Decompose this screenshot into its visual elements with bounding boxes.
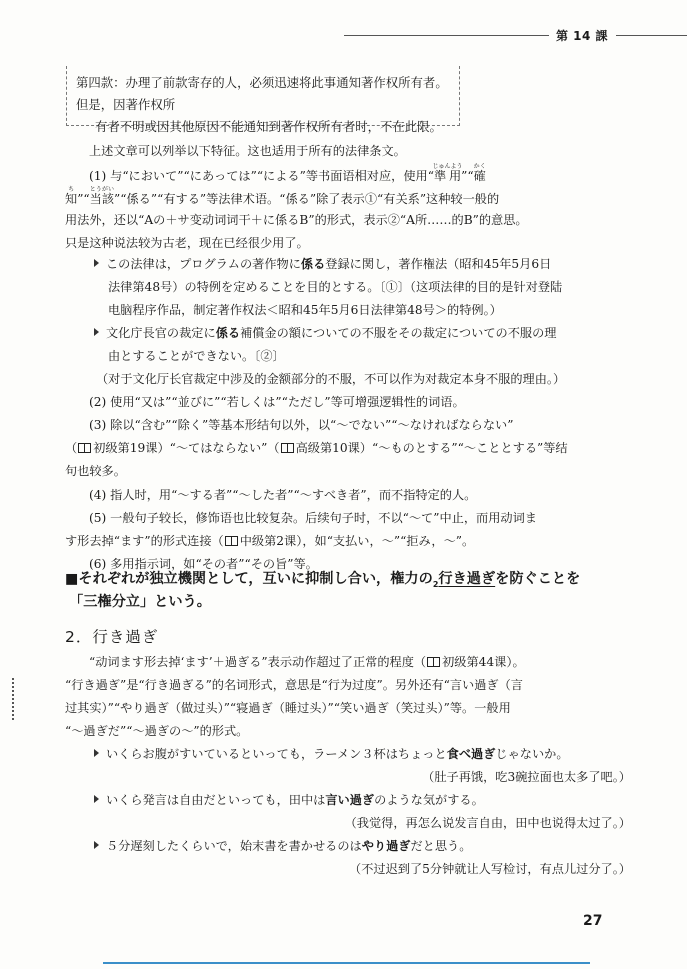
example-2-line-2: 由とすることができない。〔②〕 [108,349,285,363]
section-2-para-line-3: 过其实）”“やり過ぎ（做过头）”“寝過ぎ（睡过头）”“笑い過ぎ（笑过头）”等。一般用 [65,701,511,715]
text-run: ■それぞれが独立機関として，互いに抑制し合い，権力の [65,571,433,587]
item-4: (4) 指人时，用“～する者”“～した者”“～すべき者”，而不指特定的人。 [89,488,477,502]
text-run: ５分遅刻したくらいで，始末書を書かせるのは [106,839,362,853]
text-run: ）“～てはならない”（ [157,441,280,455]
book-reference-icon [225,536,238,546]
bullet-triangle-icon [94,328,99,336]
text-run: （ [65,441,78,455]
intro-paragraph: 上述文章可以列举以下特征。这也适用于所有的法律条文。 [89,144,406,158]
example-iisugi-translation: （我觉得，再怎么说发言自由，田中也说得太过了。） [344,816,631,830]
bullet-triangle-icon [94,749,99,757]
section-2-title: 2．行き過ぎ [65,628,159,646]
text-run: じゃないか。 [495,747,569,761]
example-iisugi [94,789,484,812]
ruby-base: 知 [65,192,78,206]
ruby-base: 当該 [89,192,115,206]
item-5-line-2 [65,530,474,553]
ruby-base: 準用 [432,169,463,183]
cross-reference: 初级第44课 [442,655,507,669]
running-header [344,27,687,43]
bullet-triangle-icon [94,795,99,803]
clause-line-1: 第四款：办理了前款寄存的人，必须迅速将此事通知著作权所有者。但是，因著作权所 [76,75,448,112]
section-2-para-line-4: “～過ぎだ”“～過ぎの～”的形式。 [65,724,249,738]
header-rule-left [344,35,549,36]
section-2-para-line-1 [89,651,525,674]
section-2-para-line-2: “行き過ぎ”是“行き過ぎる”的名词形式，意思是“行为过度”。另外还有“言い過ぎ（言 [65,678,523,692]
text-run: ”“ [77,192,90,206]
item-1-line-3: 用法外，还以“Aの＋サ变动词词干＋に係るB”的形式，表示②“A所……的B”的意思。 [65,213,528,227]
ruby-reading: とうがい [89,186,115,193]
example-shokusugi-translation: （肚子再饿，吃3碗拉面也太多了吧。） [422,770,631,784]
example-yarisugi [94,835,471,858]
header-rule-right [616,35,687,36]
example-2-translation: （对于文化厅长官裁定中涉及的金额部分的不服，不可以作为对裁定本身不服的理由。） [96,372,566,386]
text-run: ”“係る”“有する”等法律术语。“係る”除了表示①“有关系”这种较一般的 [114,192,500,206]
example-shokusugi [94,743,569,766]
ruby-chi [65,186,78,206]
bold-term: 係る [300,257,326,271]
text-run: を防ぐことを [495,571,581,587]
text-run: “动词ます形去掉‘ます’＋過ぎる”表示动作超过了正常的程度（ [89,655,427,669]
cross-reference: 高级第10课 [295,441,360,455]
ruby-reading: ち [65,186,78,193]
text-run: ”“ [461,169,474,183]
example-2-line-1 [94,322,556,345]
book-reference-icon [78,443,91,453]
text-run: ）。 [506,655,525,669]
highlight-line-2: 「三権分立」という。 [69,594,211,610]
cross-reference: 初级第19课 [93,441,158,455]
ruby-reading: かく [473,163,486,170]
text-run: (1) 与“において”“にあっては”“による”等书面语相对应，使用“ [89,169,434,183]
text-run: 文化庁長官の裁定に [106,326,216,340]
ruby-reading: じゅんよう [432,163,463,170]
underlined-term: 行き過ぎ [438,571,496,587]
item-1-line-1 [89,163,486,188]
footnote-marker: 2 [432,579,439,589]
clause-text [76,72,451,138]
text-run: す形去掉“ます”的形式连接（ [65,534,224,548]
ruby-tougai [89,186,115,206]
ruby-junyo [432,163,463,183]
footer-rule [103,962,590,964]
page-number: 27 [583,913,603,929]
lesson-label: 第 14 課 [556,29,609,43]
text-run: 登録に関し，著作権法（昭和45年5月6日 [325,257,552,271]
item-3-line-2 [65,437,568,460]
book-reference-icon [427,657,440,667]
text-run: いくらお腹がすいているといっても，ラーメン３杯はちょっと [106,747,447,761]
item-5-line-1: (5) 一般句子较长，修饰语也比较复杂。后续句子时，不以“～て”中止，而用动词ま [89,511,537,525]
text-run: この法律は，プログラムの著作物に [106,257,301,271]
text-run: ），如“支払い，～”“拒み，～”。 [296,534,475,548]
bold-term: やり過ぎ [361,839,411,853]
example-1-line-2: 法律第48号）の特例を定めることを目的とする。〔①〕（这项法律的目的是针对登陆 [108,280,563,294]
bold-term: 食べ過ぎ [446,747,496,761]
text-run: いくら発言は自由だといっても，田中は [106,793,326,807]
bullet-triangle-icon [94,841,99,849]
example-1-line-1 [94,253,551,276]
bold-term: 係る [215,326,241,340]
ruby-base: 確 [473,169,486,183]
item-3-line-1: (3) 除以“含む”“除く”等基本形结句以外，以“～でない”“～なければならない” [89,418,514,432]
book-reference-icon [281,443,294,453]
text-run: のような気がする。 [374,793,484,807]
text-run: 補償金の額についての不服をその裁定についての不服の理 [240,326,557,340]
bold-term: 言い過ぎ [325,793,375,807]
example-1-line-3: 电脑程序作品，制定著作权法＜昭和45年5月6日法律第48号＞的特例。） [108,303,502,317]
item-1-line-4: 只是这种说法较为古老，现在已经很少用了。 [65,236,309,250]
bullet-triangle-icon [94,259,99,267]
margin-mark [12,678,14,720]
item-2: (2) 使用“又は”“並びに”“若しくは”“ただし”等可增强逻辑性的词语。 [89,395,465,409]
item-6: (6) 多用指示词，如“その者”“その旨”等。 [89,557,318,571]
text-run: ）“～ものとする”“～こととする”等结 [359,441,568,455]
text-run: だと思う。 [410,839,472,853]
cross-reference: 中级第2课 [239,534,297,548]
ruby-kaku [473,163,486,183]
item-3-line-3: 句也较多。 [65,464,126,478]
item-1-line-2 [65,186,499,211]
example-yarisugi-translation: （不过迟到了5分钟就让人写检讨，有点儿过分了。） [349,862,631,876]
clause-line-2: 有者不明或因其他原因不能通知到著作权所有者时，不在此限。 [95,119,442,134]
